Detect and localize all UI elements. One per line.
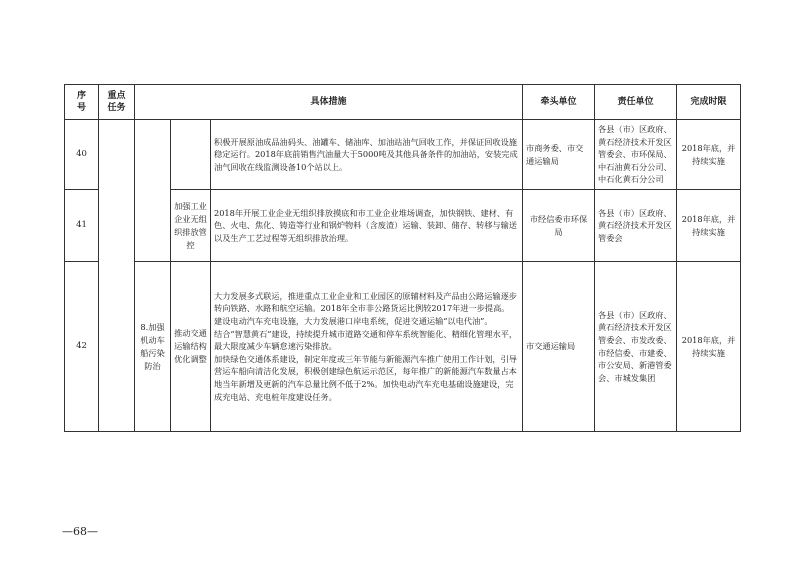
table-header-row xyxy=(65,85,741,120)
header-lead: 牵头单位 xyxy=(523,85,595,120)
measure-line: 结合“智慧黄石”建设，持续提升城市道路交通和停车系统智能化、精细化管理水平，最大限度减少车辆怠速污染排放。 xyxy=(214,328,518,352)
sub-measure-cell: 加强工业企业无组织排放管控 xyxy=(171,190,211,262)
responsible-unit: 各县（市）区政府、黄石经济技术开发区管委会、市环保局、中石油黄石分公司、中石化黄石分公司 xyxy=(595,120,677,190)
deadline: 2018年底，并持续实施 xyxy=(677,190,741,262)
task-cell-empty xyxy=(99,120,135,432)
table-row xyxy=(65,120,741,190)
measure-line: 大力发展多式联运，推进重点工业企业和工业园区的原辅材料及产品由公路运输逐步转向铁路、水路和航空运输。2018年全市非公路货运比例较2017年进一步提高。 xyxy=(214,290,517,314)
measure-line: 加快绿色交通体系建设，制定年度或三年节能与新能源汽车推广使用工作计划，引导营运车船向清洁化发展，积极创建绿色航运示范区，每年推广的新能源汽车数量占本地当年新增及更新的汽车总量比例不低于2%。加快电动汽车充电基础设施建设，完成充电站、充电桩年度建设任务。 xyxy=(214,353,517,402)
sub-measure-cell: 推动交通运输结构优化调整 xyxy=(171,262,211,432)
measures-table xyxy=(64,84,741,432)
lead-unit: 市经信委市环保局 xyxy=(523,190,595,262)
row-number: 41 xyxy=(65,190,99,262)
table-row xyxy=(65,262,741,432)
header-measures: 具体措施 xyxy=(135,85,523,120)
row-number: 42 xyxy=(65,262,99,432)
page-number: —68— xyxy=(62,525,98,538)
row-number: 40 xyxy=(65,120,99,190)
measure-line: 建设电动汽车充电设施，大力发展港口岸电系统，促进交通运输“以电代油”。 xyxy=(214,316,493,327)
measure-text: 2018年开展工业企业无组织排放摸底和市工业企业堆场调查，加快钢铁、建材、有色、火电、焦化、铸造等行业和锅炉物料（含废渣）运输、装卸、储存、转移与输送以及生产工艺过程等无组织排放治理。 xyxy=(211,190,523,262)
header-task: 重点任务 xyxy=(99,85,135,120)
task-subcell-empty xyxy=(135,120,171,262)
header-resp: 责任单位 xyxy=(595,85,677,120)
deadline: 2018年底，并持续实施 xyxy=(677,262,741,432)
header-deadline: 完成时限 xyxy=(677,85,741,120)
task-title: 8.加强机动车船污染防治 xyxy=(135,262,171,432)
sub-measure-cell xyxy=(171,120,211,190)
measure-text xyxy=(211,262,523,432)
deadline: 2018年底，并持续实施 xyxy=(677,120,741,190)
header-seq: 序号 xyxy=(65,85,99,120)
measure-text: 积极开展原油成品油码头、油罐车、储油库、加油站油气回收工作，并保证回收设施稳定运行。2018年底前销售汽油量大于5000吨及其他具备条件的加油站，安装完成油气回收在线监测设备10个站以上。 xyxy=(211,120,523,190)
lead-unit: 市商务委、市交通运输局 xyxy=(523,120,595,190)
lead-unit: 市交通运输局 xyxy=(523,262,595,432)
responsible-unit: 各县（市）区政府、黄石经济技术开发区管委会 xyxy=(595,190,677,262)
responsible-unit: 各县（市）区政府、黄石经济技术开发区管委会、市发改委、市经信委、市建委、市公安局、新港管委会、市城发集团 xyxy=(595,262,677,432)
